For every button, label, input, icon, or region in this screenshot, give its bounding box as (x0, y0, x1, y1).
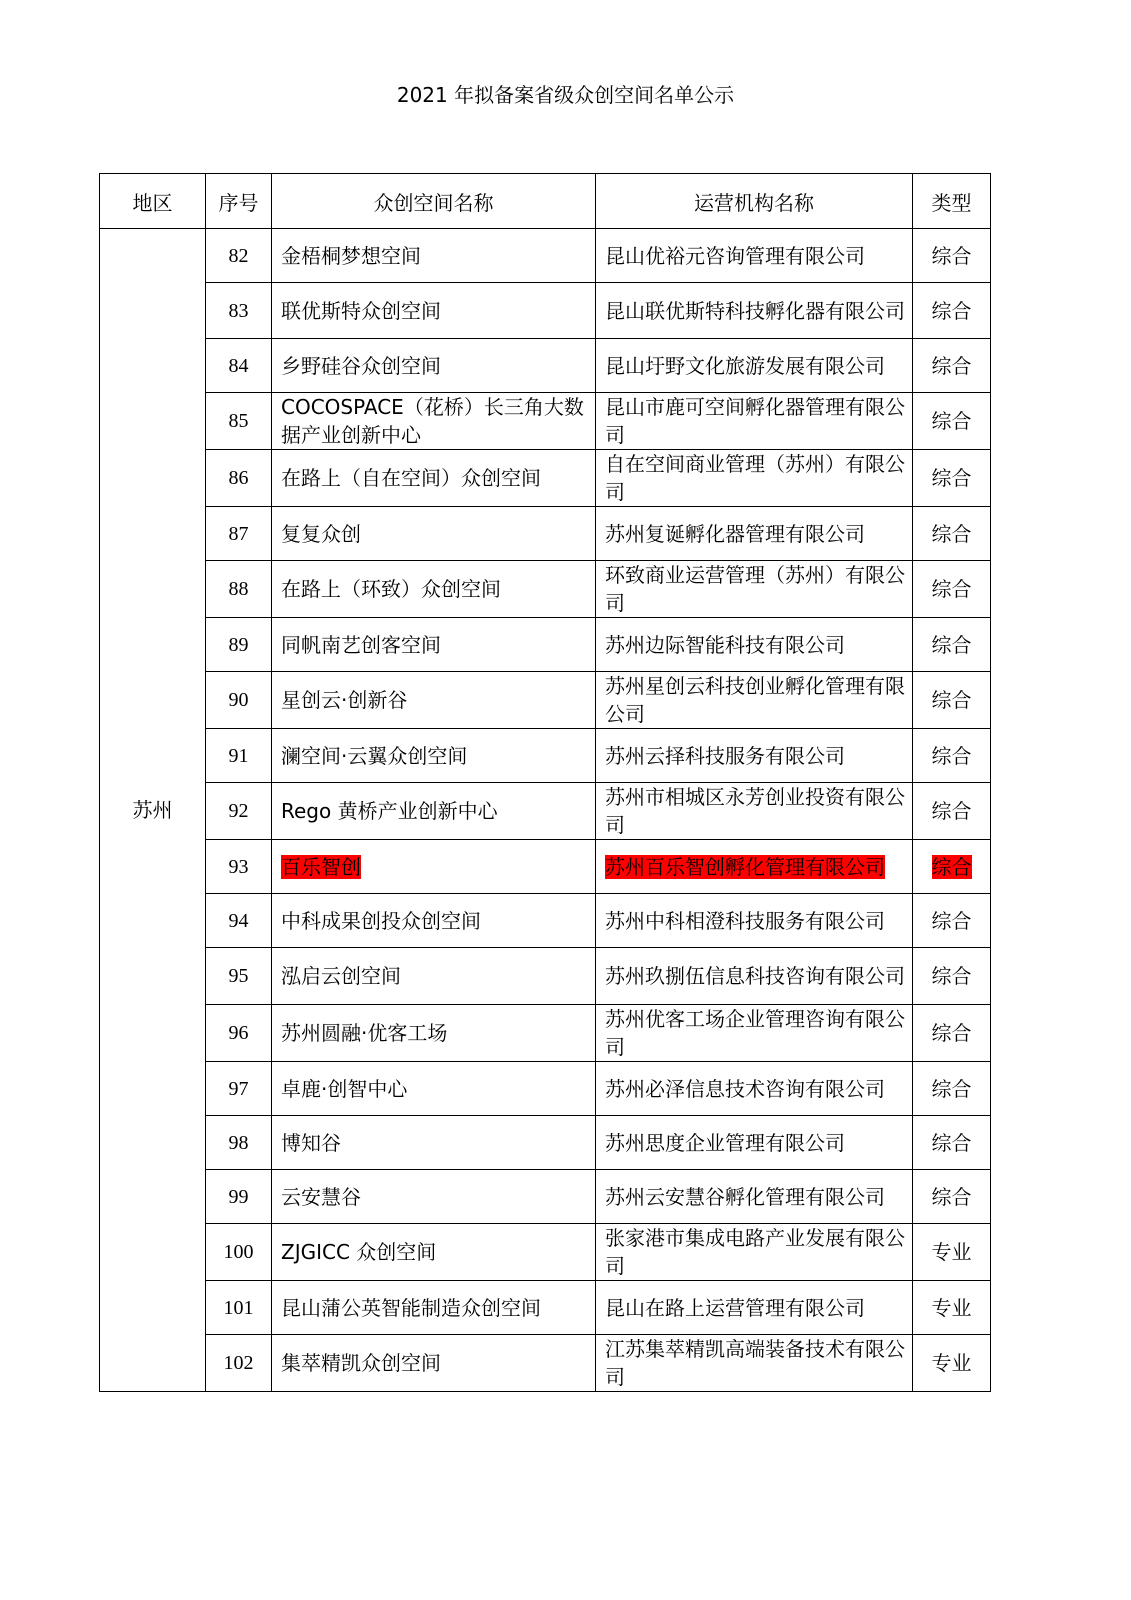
table-row (100, 450, 991, 507)
space-type: 综合 (931, 577, 972, 601)
row-number: 99 (228, 1185, 249, 1208)
org-name: 苏州中科相澄科技服务有限公司 (605, 908, 885, 933)
space-name: COCOSPACE（花桥）长三角大数据产业创新中心 (281, 395, 584, 447)
space-name: 博知谷 (281, 1130, 341, 1155)
space-name: 百乐智创 (281, 854, 361, 879)
space-type: 专业 (931, 1295, 972, 1320)
org-name: 昆山圩野文化旅游发展有限公司 (605, 353, 885, 378)
table-row (100, 561, 991, 618)
row-number: 94 (228, 909, 249, 932)
header-region: 地区 (100, 174, 206, 229)
org-name: 苏州复诞孵化器管理有限公司 (605, 521, 865, 546)
space-name: Rego 黄桥产业创新中心 (281, 799, 498, 823)
space-name: 在路上（自在空间）众创空间 (281, 466, 541, 490)
row-number: 96 (228, 1022, 249, 1044)
space-name: 昆山蒲公英智能制造众创空间 (281, 1295, 541, 1320)
space-type: 专业 (931, 1240, 972, 1264)
space-name: 集萃精凯众创空间 (281, 1351, 441, 1375)
org-name: 苏州百乐智创孵化管理有限公司 (605, 854, 885, 879)
roster-body (100, 229, 991, 1392)
table-row (100, 339, 991, 393)
row-number: 93 (228, 855, 249, 878)
space-type: 综合 (931, 854, 972, 879)
table-row (100, 783, 991, 840)
row-number: 102 (223, 1352, 254, 1374)
table-row (100, 1170, 991, 1224)
org-name: 江苏集萃精凯高端装备技术有限公司 (605, 1337, 905, 1389)
org-name: 苏州必泽信息技术咨询有限公司 (605, 1076, 885, 1101)
space-name: ZJGICC 众创空间 (281, 1240, 437, 1264)
table-row (100, 283, 991, 339)
table-row (100, 1224, 991, 1281)
org-name: 苏州优客工场企业管理咨询有限公司 (605, 1007, 905, 1059)
space-type: 综合 (931, 298, 972, 323)
row-number: 82 (228, 244, 249, 267)
space-type: 综合 (931, 1076, 972, 1101)
table-row (100, 1062, 991, 1116)
space-name: 澜空间·云翼众创空间 (281, 743, 468, 768)
row-number: 84 (228, 354, 249, 377)
space-name: 卓鹿·创智中心 (281, 1076, 408, 1101)
row-number: 101 (223, 1296, 254, 1319)
org-name: 苏州边际智能科技有限公司 (605, 632, 845, 657)
header-row (100, 174, 991, 229)
header-space-name: 众创空间名称 (272, 174, 596, 229)
org-name: 苏州云安慧谷孵化管理有限公司 (605, 1184, 885, 1209)
header-type: 类型 (913, 174, 991, 229)
space-type: 综合 (931, 964, 972, 988)
org-name: 环致商业运营管理（苏州）有限公司 (605, 563, 905, 615)
space-name: 苏州圆融·优客工场 (281, 1021, 448, 1045)
space-name: 金梧桐梦想空间 (281, 243, 421, 268)
space-type: 综合 (931, 466, 972, 490)
org-name: 自在空间商业管理（苏州）有限公司 (605, 452, 905, 504)
space-type: 综合 (931, 743, 972, 768)
space-type: 综合 (931, 1184, 972, 1209)
org-name: 昆山联优斯特科技孵化器有限公司 (605, 298, 905, 323)
space-type: 综合 (931, 1130, 972, 1155)
space-name: 在路上（环致）众创空间 (281, 577, 501, 601)
table-row (100, 894, 991, 948)
row-number: 88 (228, 578, 249, 600)
space-type: 综合 (931, 908, 972, 933)
org-name: 苏州玖捌伍信息科技咨询有限公司 (605, 964, 905, 988)
space-type: 综合 (931, 799, 972, 823)
table-row (100, 840, 991, 894)
space-type: 综合 (931, 353, 972, 378)
table-row (100, 1116, 991, 1170)
table-row (100, 393, 991, 450)
row-number: 83 (228, 299, 249, 322)
space-name: 同帆南艺创客空间 (281, 632, 441, 657)
table-row (100, 1335, 991, 1392)
space-name: 泓启云创空间 (281, 964, 401, 988)
space-type: 专业 (931, 1351, 972, 1375)
row-number: 95 (228, 965, 249, 987)
space-name: 联优斯特众创空间 (281, 298, 441, 323)
row-number: 97 (228, 1077, 249, 1100)
org-name: 苏州云择科技服务有限公司 (605, 743, 845, 768)
header-org-name: 运营机构名称 (596, 174, 913, 229)
row-number: 89 (228, 633, 249, 656)
org-name: 苏州星创云科技创业孵化管理有限公司 (605, 674, 905, 726)
space-type: 综合 (931, 688, 972, 712)
org-name: 昆山优裕元咨询管理有限公司 (605, 243, 865, 268)
header-num: 序号 (206, 174, 272, 229)
space-type: 综合 (931, 521, 972, 546)
table-row (100, 1281, 991, 1335)
table-row (100, 729, 991, 783)
roster-table (99, 173, 991, 1392)
org-name: 昆山市鹿可空间孵化器管理有限公司 (605, 395, 905, 447)
row-number: 90 (228, 689, 249, 711)
row-number: 85 (228, 410, 249, 432)
org-name: 张家港市集成电路产业发展有限公司 (605, 1226, 905, 1278)
space-name: 中科成果创投众创空间 (281, 908, 481, 933)
space-type: 综合 (931, 632, 972, 657)
space-type: 综合 (931, 409, 972, 433)
org-name: 苏州市相城区永芳创业投资有限公司 (605, 785, 905, 837)
row-number: 98 (228, 1131, 249, 1154)
region-cell: 苏州 (100, 229, 206, 1392)
page-title: 2021 年拟备案省级众创空间名单公示 (396, 83, 735, 107)
table-row (100, 618, 991, 672)
space-name: 乡野硅谷众创空间 (281, 353, 441, 378)
org-name: 苏州思度企业管理有限公司 (605, 1130, 845, 1155)
table-row (100, 948, 991, 1005)
space-name: 云安慧谷 (281, 1184, 361, 1209)
space-type: 综合 (931, 243, 972, 268)
row-number: 100 (223, 1241, 254, 1263)
table-row (100, 507, 991, 561)
table-row (100, 672, 991, 729)
table-row (100, 229, 991, 283)
space-type: 综合 (931, 1021, 972, 1045)
org-name: 昆山在路上运营管理有限公司 (605, 1295, 865, 1320)
space-name: 星创云·创新谷 (281, 688, 408, 712)
row-number: 91 (228, 744, 249, 767)
row-number: 92 (228, 800, 249, 822)
table-row (100, 1005, 991, 1062)
space-name: 复复众创 (281, 521, 361, 546)
row-number: 86 (228, 467, 249, 489)
row-number: 87 (228, 522, 249, 545)
